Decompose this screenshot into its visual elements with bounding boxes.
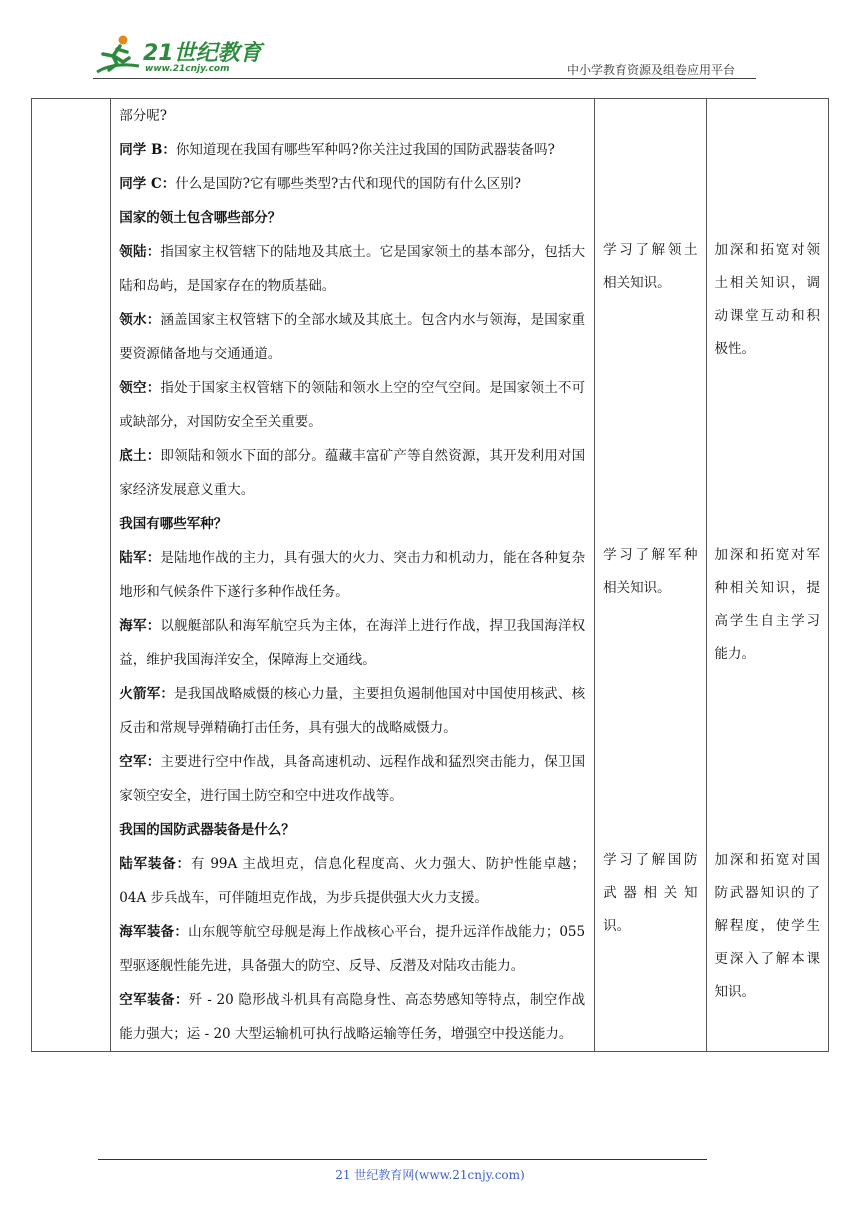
item-text: 即领陆和领水下面的部分。蕴藏丰富矿产等自然资源，其开发利用对国家经济发展意义重大。 <box>119 448 586 498</box>
design-intent-territory: 加深和拓宽对领土相关知识，调动课堂互动和积极性。 <box>714 242 820 357</box>
student-b-label: 同学 B： <box>119 142 176 158</box>
item-label: 空军： <box>119 754 161 770</box>
page-header <box>0 0 860 90</box>
item-label: 领空： <box>119 380 161 396</box>
teaching-content <box>111 99 594 1051</box>
item-text: 涵盖国家主权管辖下的全部水域及其底土。包含内水与领海，是国家重要资源储备地与交通通道。 <box>119 312 586 362</box>
student-b-question <box>119 133 585 167</box>
item-text: 指国家主权管辖下的陆地及其底土。它是国家领土的基本部分，包括大陆和岛屿，是国家存在的物质基础。 <box>119 244 586 294</box>
logo-url: www.21cnjy.com <box>145 64 230 74</box>
logo-text: 21世纪教育 <box>143 41 262 66</box>
item-text: 主要进行空中作战，具备高速机动、远程作战和猛烈突击能力，保卫国家领空安全，进行国土防空和空中进攻作战等。 <box>119 754 586 804</box>
item-label: 海军： <box>119 618 161 634</box>
weapon-item <box>119 915 585 983</box>
intro-tail: 部分呢? <box>119 108 168 124</box>
item-text: 歼 - 20 隐形战斗机具有高隐身性、高态势感知等特点，制空作战能力强大；运 - 20 大型运输机可执行战略运输等任务，增强空中投送能力。 <box>119 992 586 1042</box>
item-text: 是我国战略威慑的核心力量，主要担负遏制他国对中国使用核武、核反击和常规导弹精确打击任务，具有强大的战略威慑力。 <box>119 686 586 736</box>
student-activity-services: 学习了解军种相关知识。 <box>603 547 698 596</box>
item-label: 海军装备： <box>119 924 189 940</box>
site-logo[interactable] <box>93 32 263 82</box>
item-label: 火箭军： <box>119 686 175 702</box>
student-c-question <box>119 167 585 201</box>
services-question: 我国有哪些军种？ <box>119 516 228 532</box>
student-activity-weapons: 学习了解国防武器相关知识。 <box>603 852 698 934</box>
item-text: 指处于国家主权管辖下的领陆和领水上空的空气空间。是国家领土不可或缺部分，对国防安全至关重要。 <box>119 380 586 430</box>
service-item <box>119 677 585 745</box>
stage-cell <box>32 99 111 1052</box>
student-activity-territory: 学习了解领土相关知识。 <box>603 242 698 291</box>
service-item <box>119 541 585 609</box>
service-item <box>119 745 585 813</box>
item-label: 陆军： <box>119 550 161 566</box>
table-row <box>32 99 829 1052</box>
item-label: 领陆： <box>119 244 161 260</box>
weapon-item <box>119 847 585 915</box>
item-text: 以舰艇部队和海军航空兵为主体，在海洋上进行作战，捍卫我国海洋权益，维护我国海洋安全，保障海上交通线。 <box>119 618 586 668</box>
footer-divider <box>98 1159 707 1160</box>
territory-question: 国家的领土包含哪些部分？ <box>119 210 282 226</box>
platform-title: 中小学教育资源及组卷应用平台 <box>567 63 736 77</box>
student-c-text: 什么是国防?它有哪些类型?古代和现代的国防有什么区别? <box>175 176 521 192</box>
territory-item <box>119 439 585 507</box>
runner-icon <box>93 32 143 78</box>
territory-item <box>119 303 585 371</box>
student-c-label: 同学 C： <box>119 176 176 192</box>
item-label: 领水： <box>119 312 161 328</box>
service-item <box>119 609 585 677</box>
lesson-table <box>31 98 829 1052</box>
territory-item <box>119 235 585 303</box>
item-label: 陆军装备： <box>119 856 191 872</box>
student-b-text: 你知道现在我国有哪些军种吗?你关注过我国的国防武器装备吗? <box>175 142 555 158</box>
footer-text[interactable]: 21 世纪教育网(www.21cnjy.com) <box>335 1168 525 1182</box>
item-label: 底土： <box>119 448 161 464</box>
weapons-question: 我国的国防武器装备是什么？ <box>119 822 295 838</box>
weapon-item <box>119 983 585 1051</box>
item-label: 空军装备： <box>119 992 189 1008</box>
design-intent-weapons: 加深和拓宽对国防武器知识的了解程度，使学生更深入了解本课知识。 <box>714 852 820 1000</box>
design-intent-cell <box>706 99 828 1052</box>
design-intent-services: 加深和拓宽对军种相关知识，提高学生自主学习能力。 <box>714 547 820 662</box>
student-activity-cell <box>595 99 706 1052</box>
territory-item <box>119 371 585 439</box>
item-text: 山东舰等航空母舰是海上作战核心平台，提升远洋作战能力；055 型驱逐舰性能先进，具备强大的防空、反导、反潜及对陆攻击能力。 <box>119 924 586 974</box>
header-divider <box>93 78 756 79</box>
item-text: 有 99A 主战坦克，信息化程度高、火力强大、防护性能卓越；04A 步兵战车，可伴随坦克作战，为步兵提供强大火力支援。 <box>119 856 586 906</box>
item-text: 是陆地作战的主力，具有强大的火力、突击力和机动力，能在各种复杂地形和气候条件下遂行多种作战任务。 <box>119 550 586 600</box>
teaching-content-cell <box>111 99 595 1052</box>
